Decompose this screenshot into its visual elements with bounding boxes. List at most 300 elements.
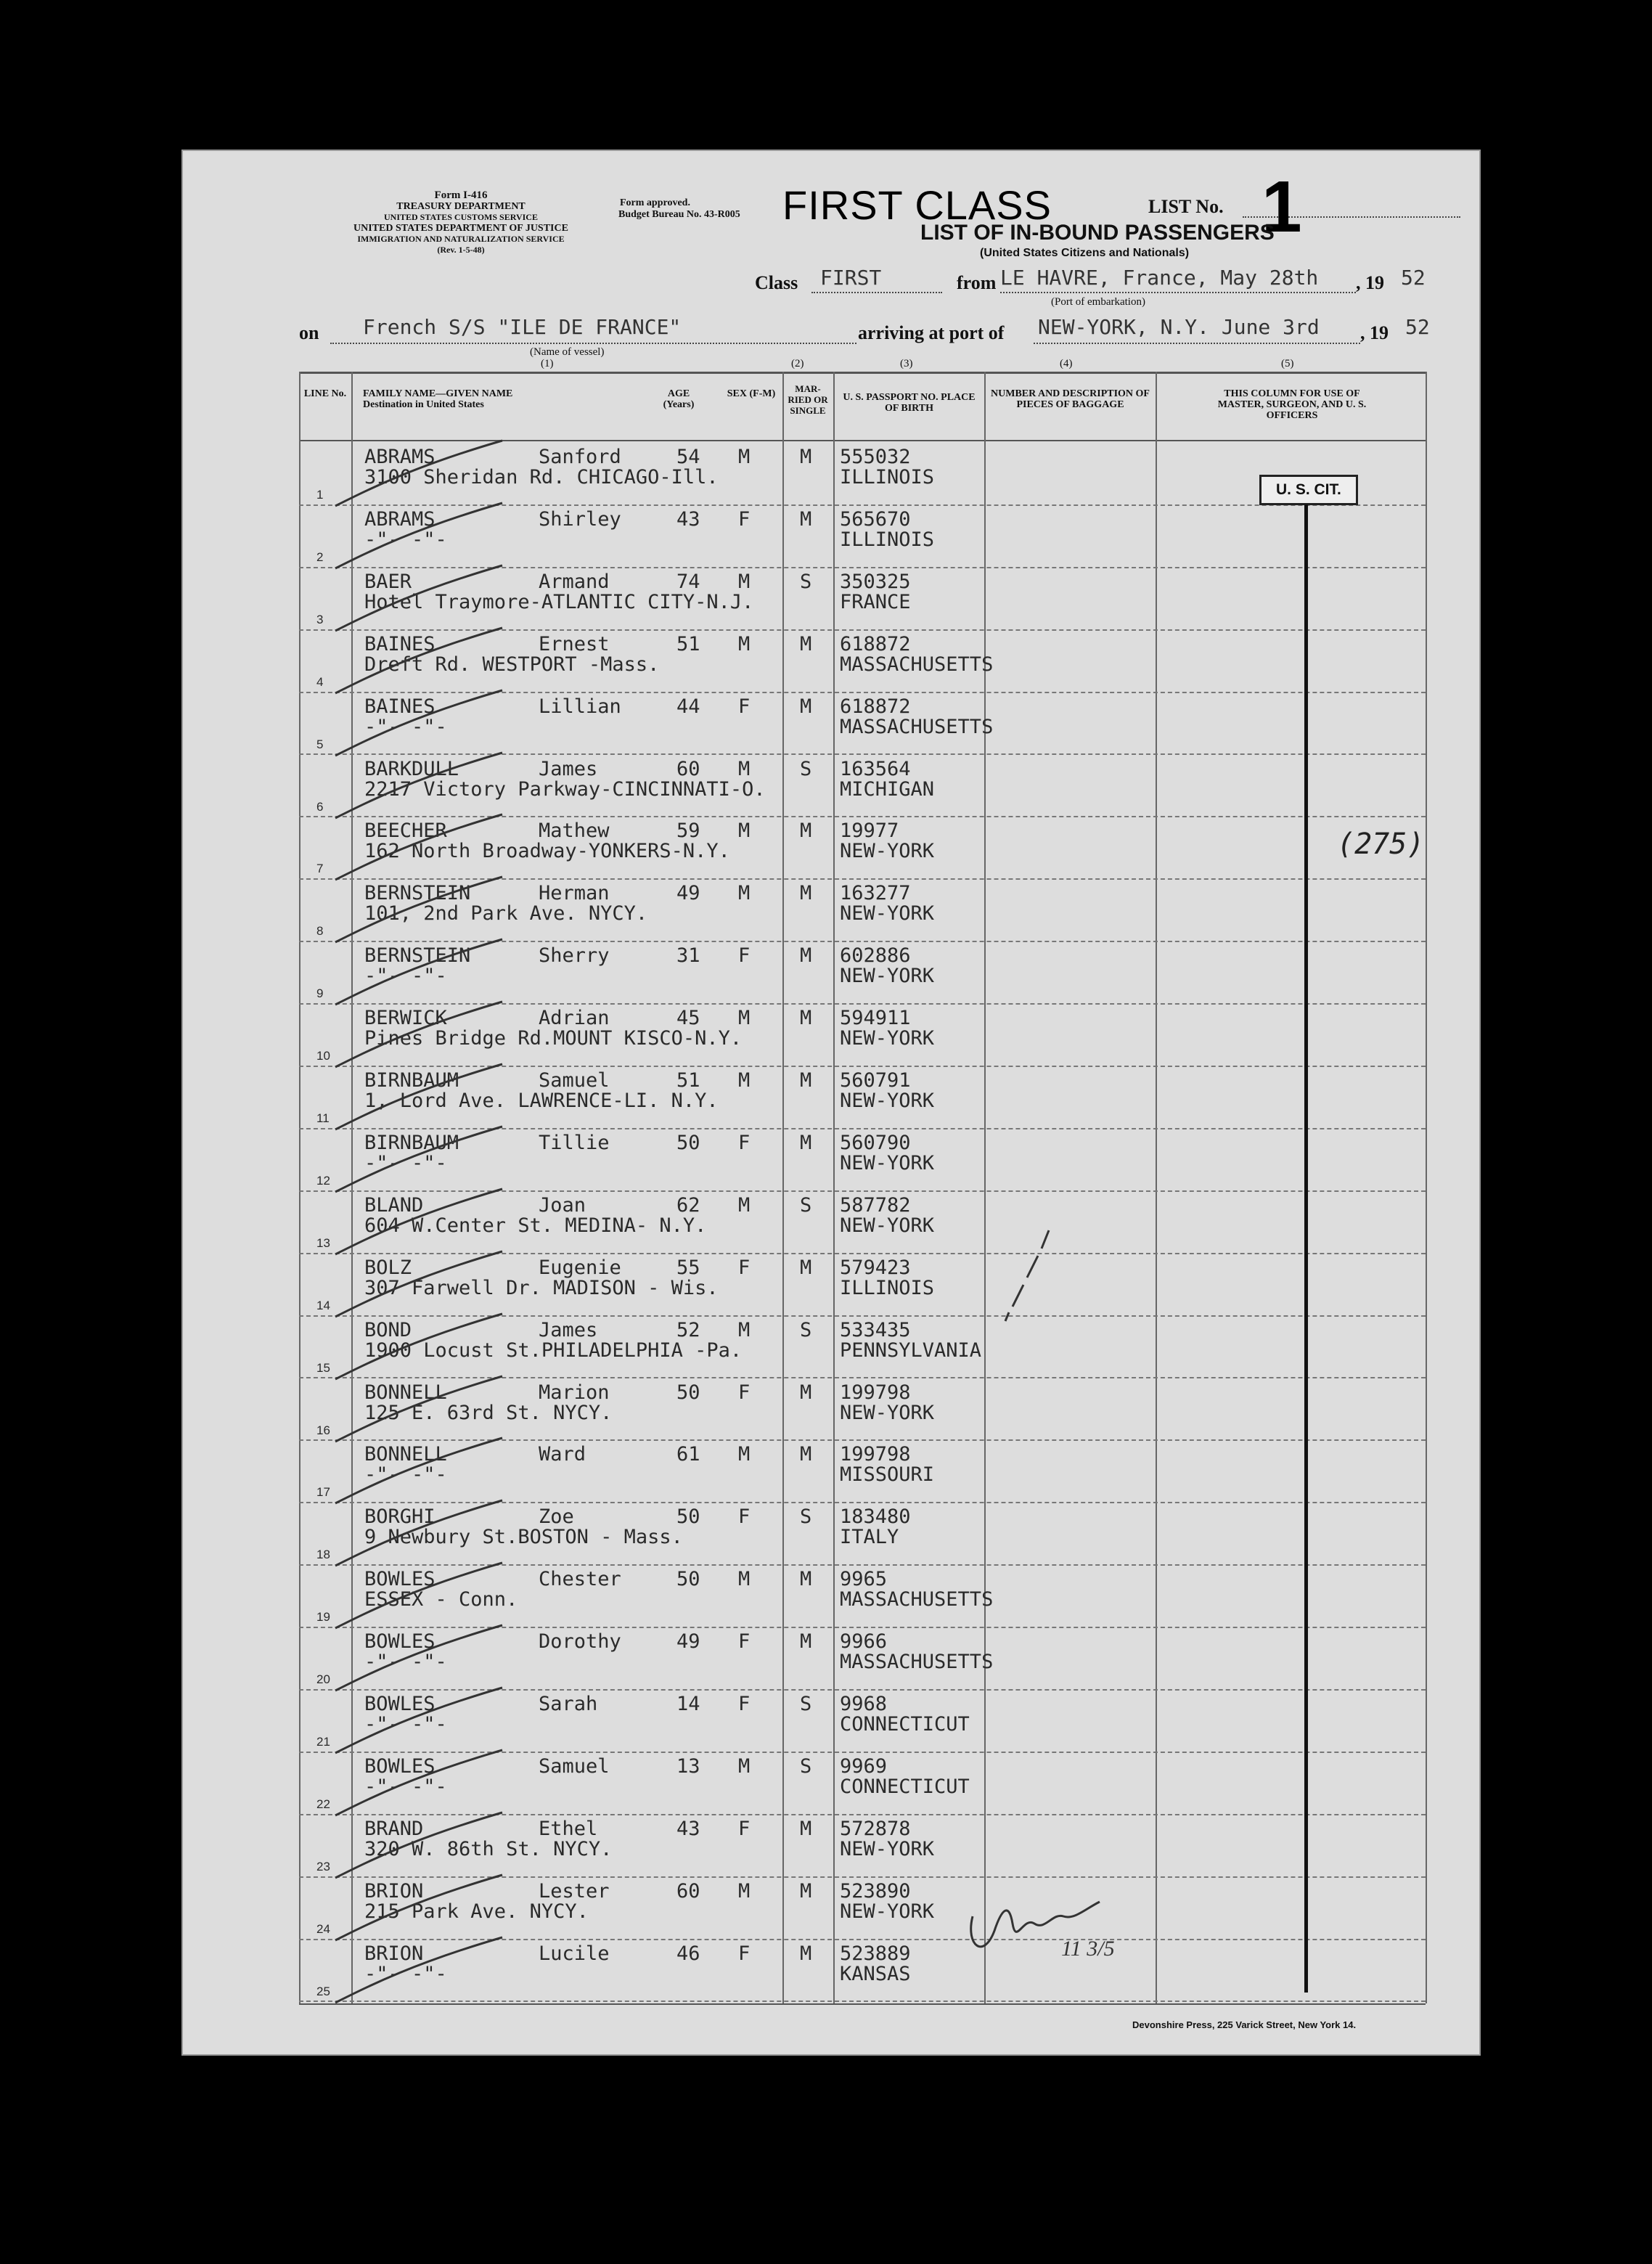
age: 49 xyxy=(676,1630,700,1654)
line-number: 10 xyxy=(316,1049,330,1063)
sex: M xyxy=(738,570,751,593)
header-baggage: NUMBER AND DESCRIPTION OF PIECES OF BAGGAGE xyxy=(991,388,1150,410)
family-name: BIRNBAUM xyxy=(364,1131,459,1154)
destination: -"- -"- xyxy=(364,1463,447,1487)
given-name: Sanford xyxy=(539,446,621,468)
age: 60 xyxy=(676,757,700,780)
passport-number: 9968 xyxy=(840,1693,888,1715)
family-name: BAINES xyxy=(364,632,436,655)
given-name: Tillie xyxy=(539,1131,610,1154)
col-num-4: (4) xyxy=(1060,358,1073,369)
sex: F xyxy=(738,944,751,968)
sex: F xyxy=(738,1505,751,1529)
given-name: Ernest xyxy=(539,632,610,655)
marital-status: M xyxy=(800,1630,812,1654)
family-name: BOWLES xyxy=(364,1693,436,1715)
line-number: 5 xyxy=(316,737,324,751)
age: 46 xyxy=(676,1942,700,1965)
age: 59 xyxy=(676,820,700,843)
passport-number: 9966 xyxy=(840,1630,888,1654)
table-row xyxy=(299,943,1426,1007)
marital-status: S xyxy=(800,1754,812,1778)
form-number: Form I-416 xyxy=(434,189,488,201)
passport-number: 350325 xyxy=(840,570,911,593)
place-of-birth: NEW-YORK xyxy=(840,1214,935,1237)
vessel-value: French S/S "ILE DE FRANCE" xyxy=(363,315,682,339)
destination: 1900 Locust St.PHILADELPHIA -Pa. xyxy=(364,1339,743,1362)
from-underline xyxy=(1000,292,1356,293)
passport-number: 19977 xyxy=(840,820,899,843)
table-top-border xyxy=(299,372,1426,374)
marital-status: S xyxy=(800,1318,812,1341)
check-mark xyxy=(328,1934,517,2014)
passport-number: 523889 xyxy=(840,1942,911,1965)
sex: M xyxy=(738,820,751,843)
place-of-birth: NEW-YORK xyxy=(840,1090,935,1112)
line-number: 9 xyxy=(316,986,324,1001)
col-num-1: (1) xyxy=(541,358,554,369)
first-class-stamp: FIRST CLASS xyxy=(782,182,1052,228)
department-of-justice: UNITED STATES DEPARTMENT OF JUSTICE xyxy=(353,223,568,234)
passport-number: 572878 xyxy=(840,1817,911,1840)
passport-number: 533435 xyxy=(840,1318,911,1341)
col-num-3: (3) xyxy=(900,358,913,369)
family-name: BOWLES xyxy=(364,1630,436,1654)
marital-status: M xyxy=(800,695,812,718)
given-name: Chester xyxy=(539,1568,621,1591)
place-of-birth: MASSACHUSETTS xyxy=(840,1588,994,1611)
year-prefix-1: , 19 xyxy=(1356,272,1384,293)
line-number: 2 xyxy=(316,549,324,564)
sex: F xyxy=(738,1256,751,1279)
line-number: 3 xyxy=(316,612,324,626)
age: 52 xyxy=(676,1318,700,1341)
given-name: Zoe xyxy=(539,1505,574,1529)
header-sex: SEX (F-M) xyxy=(727,388,776,399)
table-row xyxy=(299,818,1426,882)
marital-status: S xyxy=(800,1193,812,1217)
marital-status: M xyxy=(800,1443,812,1466)
place-of-birth: MASSACHUSETTS xyxy=(840,715,994,738)
sex: F xyxy=(738,1942,751,1965)
header-passport: U. S. PASSPORT NO. PLACE OF BIRTH xyxy=(843,392,976,414)
printer-credit: Devonshire Press, 225 Varick Street, New York 14. xyxy=(1132,2019,1357,2030)
family-name: BIRNBAUM xyxy=(364,1069,459,1092)
ins-label: IMMIGRATION AND NATURALIZATION SERVICE xyxy=(357,234,565,244)
marital-status: M xyxy=(800,1568,812,1591)
given-name: Dorothy xyxy=(539,1630,621,1654)
marital-status: M xyxy=(800,1381,812,1404)
passport-number: 560790 xyxy=(840,1131,911,1154)
family-name: BRAND xyxy=(364,1817,424,1840)
given-name: Armand xyxy=(539,570,610,593)
family-name: BOWLES xyxy=(364,1568,436,1591)
given-name: Lucile xyxy=(539,1942,610,1965)
sex: M xyxy=(738,1568,751,1591)
family-name: BOWLES xyxy=(364,1754,436,1778)
family-name: BARKDULL xyxy=(364,757,459,780)
place-of-birth: MASSACHUSETTS xyxy=(840,653,994,676)
sex: F xyxy=(738,695,751,718)
family-name: BAER xyxy=(364,570,412,593)
sex: F xyxy=(738,1817,751,1840)
place-of-birth: NEW-YORK xyxy=(840,1837,935,1860)
form-approved: Form approved. xyxy=(620,197,690,208)
col-num-5: (5) xyxy=(1281,358,1294,369)
age: 74 xyxy=(676,570,700,593)
marital-status: M xyxy=(800,1069,812,1092)
passport-number: 587782 xyxy=(840,1193,911,1217)
table-row xyxy=(299,1816,1426,1880)
destination: 604 W.Center St. MEDINA- N.Y. xyxy=(364,1214,707,1237)
line-number: 11 xyxy=(316,1111,330,1125)
age: 62 xyxy=(676,1193,700,1217)
place-of-birth: NEW-YORK xyxy=(840,902,935,925)
class-label: Class xyxy=(755,272,798,293)
given-name: Sherry xyxy=(539,944,610,968)
age: 50 xyxy=(676,1131,700,1154)
sex: F xyxy=(738,507,751,531)
sex: M xyxy=(738,446,751,468)
line-number: 22 xyxy=(316,1797,330,1811)
marital-status: M xyxy=(800,1879,812,1903)
passport-number: 555032 xyxy=(840,446,911,468)
place-of-birth: NEW-YORK xyxy=(840,965,935,988)
place-of-birth: NEW-YORK xyxy=(840,1401,935,1424)
passport-number: 199798 xyxy=(840,1381,911,1404)
place-of-birth: KANSAS xyxy=(840,1962,911,1985)
age: 43 xyxy=(676,507,700,531)
passport-number: 523890 xyxy=(840,1879,911,1903)
line-number: 13 xyxy=(316,1235,330,1250)
given-name: Shirley xyxy=(539,507,621,531)
family-name: BERNSTEIN xyxy=(364,944,471,968)
place-of-birth: CONNECTICUT xyxy=(840,1775,970,1798)
sex: M xyxy=(738,882,751,905)
year-value-1: 52 xyxy=(1401,266,1426,290)
marital-status: M xyxy=(800,820,812,843)
table-row xyxy=(299,1255,1426,1319)
age: 51 xyxy=(676,1069,700,1092)
table-row xyxy=(299,1130,1426,1194)
destination: -"- -"- xyxy=(364,1962,447,1985)
age: 31 xyxy=(676,944,700,968)
family-name: BORGHI xyxy=(364,1505,436,1529)
table-row xyxy=(299,1317,1426,1381)
destination: 1, Lord Ave. LAWRENCE-LI. N.Y. xyxy=(364,1090,719,1112)
place-of-birth: NEW-YORK xyxy=(840,840,935,863)
table-row xyxy=(299,1442,1426,1505)
passport-number: 602886 xyxy=(840,944,911,968)
age: 50 xyxy=(676,1381,700,1404)
marital-status: S xyxy=(800,1505,812,1529)
sex: F xyxy=(738,1630,751,1654)
passport-number: 618872 xyxy=(840,632,911,655)
sex: F xyxy=(738,1693,751,1715)
place-of-birth: ILLINOIS xyxy=(840,466,935,489)
line-number: 15 xyxy=(316,1360,330,1375)
header-officers: THIS COLUMN FOR USE OF MASTER, SURGEON, AND U. S. OFFICERS xyxy=(1217,388,1367,421)
place-of-birth: NEW-YORK xyxy=(840,1027,935,1050)
line-number: 23 xyxy=(316,1859,330,1873)
place-of-birth: MICHIGAN xyxy=(840,777,935,801)
manifest-title: LIST OF IN-BOUND PASSENGERS xyxy=(920,221,1275,245)
table-row xyxy=(299,756,1426,820)
age: 54 xyxy=(676,446,700,468)
line-number: 8 xyxy=(316,924,324,939)
port-embarkation-caption: (Port of embarkation) xyxy=(1051,296,1145,308)
passport-number: 9969 xyxy=(840,1754,888,1778)
passport-number: 579423 xyxy=(840,1256,911,1279)
from-value: LE HAVRE, France, May 28th xyxy=(1000,266,1319,290)
arrival-value: NEW-YORK, N.Y. June 3rd xyxy=(1038,315,1320,339)
destination: Hotel Traymore-ATLANTIC CITY-N.J. xyxy=(364,590,754,613)
marital-status: M xyxy=(800,446,812,468)
handwritten-signature xyxy=(944,1873,1118,1967)
destination: 162 North Broadway-YONKERS-N.Y. xyxy=(364,840,730,863)
table-row xyxy=(299,694,1426,758)
destination: -"- -"- xyxy=(364,1775,447,1798)
marital-status: M xyxy=(800,1817,812,1840)
marital-status: S xyxy=(800,757,812,780)
destination: 215 Park Ave. NYCY. xyxy=(364,1900,589,1923)
line-number: 19 xyxy=(316,1610,330,1625)
family-name: BRION xyxy=(364,1879,424,1903)
line-number: 12 xyxy=(316,1173,330,1188)
place-of-birth: CONNECTICUT xyxy=(840,1713,970,1736)
age: 43 xyxy=(676,1817,700,1840)
marital-status: M xyxy=(800,632,812,655)
place-of-birth: ILLINOIS xyxy=(840,1276,935,1299)
given-name: Ward xyxy=(539,1443,586,1466)
line-number: 21 xyxy=(316,1735,330,1749)
given-name: Marion xyxy=(539,1381,610,1404)
destination: 2217 Victory Parkway-CINCINNATI-O. xyxy=(364,777,766,801)
revision: (Rev. 1-5-48) xyxy=(437,245,485,255)
given-name: Samuel xyxy=(539,1754,610,1778)
line-number: 6 xyxy=(316,799,324,814)
place-of-birth: FRANCE xyxy=(840,590,911,613)
place-of-birth: ITALY xyxy=(840,1526,899,1549)
given-name: Joan xyxy=(539,1193,586,1217)
marital-status: M xyxy=(800,507,812,531)
given-name: Herman xyxy=(539,882,610,905)
passport-number: 565670 xyxy=(840,507,911,531)
family-name: BONNELL xyxy=(364,1381,447,1404)
passport-number: 199798 xyxy=(840,1443,911,1466)
on-label: on xyxy=(299,322,319,343)
age: 55 xyxy=(676,1256,700,1279)
sex: M xyxy=(738,1879,751,1903)
table-row xyxy=(299,1691,1426,1755)
given-name: James xyxy=(539,757,598,780)
marital-status: M xyxy=(800,882,812,905)
destination: 307 Farwell Dr. MADISON - Wis. xyxy=(364,1276,719,1299)
line-number: 4 xyxy=(316,674,324,689)
table-row xyxy=(299,1005,1426,1069)
line-number: 17 xyxy=(316,1485,330,1500)
given-name: Lillian xyxy=(539,695,621,718)
destination: -"- -"- xyxy=(364,1651,447,1674)
place-of-birth: NEW-YORK xyxy=(840,1151,935,1174)
sex: F xyxy=(738,1131,751,1154)
pencil-marks xyxy=(976,1227,1063,1328)
table-row xyxy=(299,1879,1426,1942)
arriving-label: arriving at port of xyxy=(858,322,1005,343)
family-name: BOND xyxy=(364,1318,412,1341)
budget-bureau: Budget Bureau No. 43-R005 xyxy=(618,209,740,220)
age: 44 xyxy=(676,695,700,718)
place-of-birth: ILLINOIS xyxy=(840,528,935,551)
age: 49 xyxy=(676,882,700,905)
destination: -"- -"- xyxy=(364,528,447,551)
marital-status: S xyxy=(800,1693,812,1715)
given-name: Adrian xyxy=(539,1007,610,1030)
passport-number: 560791 xyxy=(840,1069,911,1092)
sex: M xyxy=(738,1318,751,1341)
age: 60 xyxy=(676,1879,700,1903)
arrival-underline xyxy=(1034,343,1360,344)
header-married: MAR-RIED OR SINGLE xyxy=(788,383,828,416)
destination: ESSEX - Conn. xyxy=(364,1588,518,1611)
given-name: Mathew xyxy=(539,820,610,843)
age: 50 xyxy=(676,1505,700,1529)
table-row xyxy=(299,1380,1426,1444)
marital-status: S xyxy=(800,570,812,593)
family-name: BERWICK xyxy=(364,1007,447,1030)
place-of-birth: MISSOURI xyxy=(840,1463,935,1487)
line-number: 16 xyxy=(316,1423,330,1437)
sex: M xyxy=(738,632,751,655)
age: 14 xyxy=(676,1693,700,1715)
table-row xyxy=(299,1629,1426,1693)
form-agency-block xyxy=(290,190,631,256)
destination: Dreft Rd. WESTPORT -Mass. xyxy=(364,653,660,676)
destination: 9 Newbury St.BOSTON - Mass. xyxy=(364,1526,683,1549)
list-no-value: 1 xyxy=(1262,166,1302,248)
line-number: 7 xyxy=(316,862,324,876)
marital-status: M xyxy=(800,1256,812,1279)
from-label: from xyxy=(957,272,997,293)
header-line-no: LINE No. xyxy=(303,388,347,399)
sex: M xyxy=(738,1007,751,1030)
table-row xyxy=(299,507,1426,571)
table-row xyxy=(299,632,1426,695)
line-number: 25 xyxy=(316,1984,330,1998)
place-of-birth: NEW-YORK xyxy=(840,1900,935,1923)
col-divider xyxy=(1426,372,1427,2003)
sex: M xyxy=(738,757,751,780)
family-name: ABRAMS xyxy=(364,446,436,468)
destination: -"- -"- xyxy=(364,715,447,738)
passport-number: 594911 xyxy=(840,1007,911,1030)
destination: 125 E. 63rd St. NYCY. xyxy=(364,1401,613,1424)
table-row xyxy=(299,569,1426,633)
destination: 3100 Sheridan Rd. CHICAGO-Ill. xyxy=(364,466,719,489)
passport-number: 183480 xyxy=(840,1505,911,1529)
header-name: FAMILY NAME—GIVEN NAME Destination in United States xyxy=(363,388,513,410)
family-name: BEECHER xyxy=(364,820,447,843)
year-value-2: 52 xyxy=(1405,315,1430,339)
place-of-birth: MASSACHUSETTS xyxy=(840,1651,994,1674)
given-name: Ethel xyxy=(539,1817,598,1840)
table-row xyxy=(299,1068,1426,1132)
form-approval xyxy=(618,197,740,221)
family-name: BOLZ xyxy=(364,1256,412,1279)
marital-status: M xyxy=(800,1007,812,1030)
stamp-verification-line xyxy=(1304,504,1308,1993)
table-row xyxy=(299,444,1426,508)
sex: M xyxy=(738,1754,751,1778)
count-note: (275) xyxy=(1337,827,1425,861)
table-row xyxy=(299,1504,1426,1568)
class-value: FIRST xyxy=(820,266,882,290)
destination: Pines Bridge Rd.MOUNT KISCO-N.Y. xyxy=(364,1027,743,1050)
family-name: BAINES xyxy=(364,695,436,718)
line-number: 24 xyxy=(316,1921,330,1936)
signature-date: 11 3/5 xyxy=(1061,1937,1115,1961)
table-row xyxy=(299,1193,1426,1256)
given-name: Eugenie xyxy=(539,1256,621,1279)
table-row xyxy=(299,1566,1426,1630)
given-name: James xyxy=(539,1318,598,1341)
line-number: 18 xyxy=(316,1548,330,1562)
given-name: Lester xyxy=(539,1879,610,1903)
table-row xyxy=(299,1941,1426,2005)
manifest-subtitle: (United States Citizens and Nationals) xyxy=(980,247,1190,259)
table-row xyxy=(299,880,1426,944)
table-row xyxy=(299,1754,1426,1818)
passport-number: 618872 xyxy=(840,695,911,718)
destination: -"- -"- xyxy=(364,965,447,988)
age: 13 xyxy=(676,1754,700,1778)
place-of-birth: PENNSYLVANIA xyxy=(840,1339,982,1362)
passport-number: 9965 xyxy=(840,1568,888,1591)
col-num-2: (2) xyxy=(791,358,804,369)
vessel-underline xyxy=(330,343,856,344)
given-name: Sarah xyxy=(539,1693,598,1715)
age: 45 xyxy=(676,1007,700,1030)
sex: F xyxy=(738,1381,751,1404)
vessel-caption: (Name of vessel) xyxy=(530,346,605,358)
line-number: 20 xyxy=(316,1672,330,1687)
family-name: BERNSTEIN xyxy=(364,882,471,905)
sex: M xyxy=(738,1443,751,1466)
us-citizen-stamp: U. S. CIT. xyxy=(1259,475,1358,505)
passport-number: 163277 xyxy=(840,882,911,905)
destination: -"- -"- xyxy=(364,1713,447,1736)
line-number: 1 xyxy=(316,488,324,502)
age: 50 xyxy=(676,1568,700,1591)
sex: M xyxy=(738,1069,751,1092)
marital-status: M xyxy=(800,1131,812,1154)
passport-number: 163564 xyxy=(840,757,911,780)
age: 61 xyxy=(676,1443,700,1466)
given-name: Samuel xyxy=(539,1069,610,1092)
family-name: BONNELL xyxy=(364,1443,447,1466)
line-number: 14 xyxy=(316,1298,330,1312)
year-prefix-2: , 19 xyxy=(1360,322,1389,343)
sex: M xyxy=(738,1193,751,1217)
destination: -"- -"- xyxy=(364,1151,447,1174)
header-age: AGE (Years) xyxy=(663,388,695,410)
family-name: ABRAMS xyxy=(364,507,436,531)
family-name: BLAND xyxy=(364,1193,424,1217)
marital-status: M xyxy=(800,1942,812,1965)
destination: 320 W. 86th St. NYCY. xyxy=(364,1837,613,1860)
family-name: BRION xyxy=(364,1942,424,1965)
destination: 101, 2nd Park Ave. NYCY. xyxy=(364,902,648,925)
